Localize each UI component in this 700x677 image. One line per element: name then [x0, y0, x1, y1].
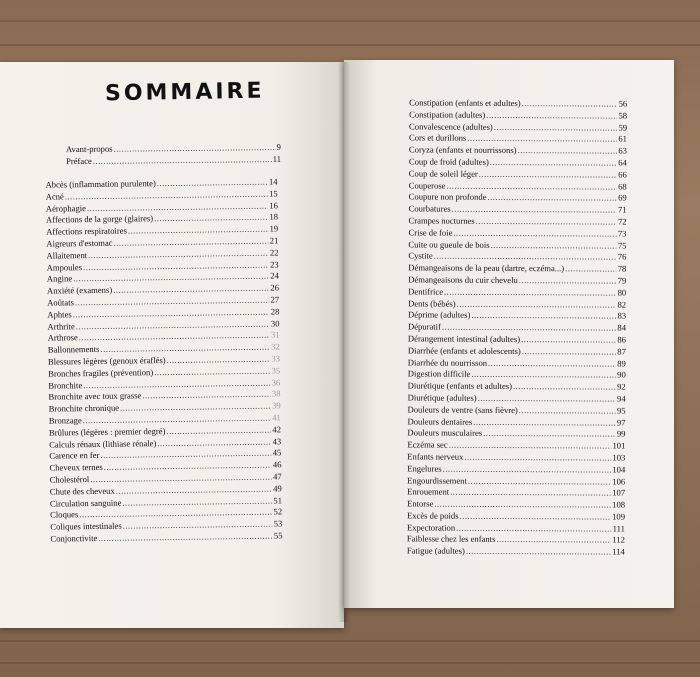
toc-entry-page: 61 [618, 133, 628, 144]
toc-entry-label: Préface [66, 155, 92, 166]
toc-entry-label: Aérophagie [45, 202, 87, 214]
toc-entry-page: 84 [617, 322, 627, 333]
toc-entry-page: 11 [272, 153, 282, 164]
toc-entry-label: Calculs rénaux (lithiase rénale) [49, 437, 157, 450]
toc-right-column [407, 97, 627, 558]
toc-entry-label: Affections respiratoires [46, 225, 127, 237]
toc-entry-label: Cholestérol [49, 473, 90, 485]
toc-leader-dots [443, 463, 612, 476]
toc-entry-page: 99 [616, 428, 626, 439]
toc-entry-page: 87 [617, 346, 626, 357]
toc-entry-page: 68 [618, 181, 627, 192]
toc-entry-page: 35 [271, 365, 281, 376]
toc-entry-label: Coup de soleil léger [408, 168, 478, 179]
toc-leader-dots [521, 334, 616, 346]
toc-entry-label: Circulation sanguine [49, 497, 122, 509]
toc-entry-label: Arthrose [47, 332, 78, 343]
toc-entry-label: Bronches fragiles (prévention) [48, 366, 154, 379]
toc-entry-label: Ballonnements [47, 344, 100, 355]
toc-entry-label: Affections de la gorge (glaires) [45, 213, 154, 226]
toc-entry [407, 546, 625, 559]
toc-entry-page: 26 [270, 282, 280, 293]
book-gutter [338, 62, 350, 622]
toc-entry-label: Acné [45, 191, 64, 202]
toc-entry-page: 21 [269, 235, 279, 246]
toc-entry-page: 109 [612, 511, 626, 522]
toc-entry-label: Diurétique (enfants et adultes) [407, 380, 513, 392]
toc-entry-page: 53 [273, 518, 283, 529]
toc-entry-page: 41 [272, 412, 281, 423]
toc-entry-page: 79 [617, 275, 627, 286]
toc-entry-label: Crampes nocturnes [408, 215, 475, 226]
toc-entry-page: 73 [617, 228, 627, 239]
toc-entry-page: 106 [612, 476, 626, 487]
toc-leader-dots [519, 405, 616, 417]
toc-entry-page: 111 [612, 523, 625, 534]
toc-leader-dots [452, 204, 617, 217]
toc-entry-label: Douleurs de ventre (sans fièvre) [407, 404, 518, 415]
toc-leader-dots [93, 154, 272, 168]
toc-entry-label: Engelures [407, 463, 442, 474]
toc-leader-dots [466, 546, 611, 559]
toc-entry-page: 104 [612, 464, 626, 475]
toc-leader-dots [490, 157, 618, 169]
toc-entry-label: Diurétique (adultes) [407, 392, 477, 403]
toc-entry-label: Eczéma sec [407, 439, 448, 450]
toc-entry-page: 32 [271, 341, 280, 352]
toc-leader-dots [468, 475, 611, 488]
toc-leader-dots [518, 145, 618, 157]
toc-leader-dots [453, 227, 617, 240]
toc-leader-dots [467, 133, 617, 146]
toc-entry-label: Diarrhée (enfants et adolescents) [407, 345, 521, 356]
toc-leader-dots [456, 522, 612, 535]
toc-leader-dots [449, 440, 612, 453]
toc-entry-label: Abcès (inflammation purulente) [45, 178, 156, 190]
toc-entry-page: 58 [618, 110, 628, 121]
toc-entry-page: 75 [617, 240, 627, 251]
toc-front-matter [66, 142, 281, 168]
toc-entry-label: Douleurs dentaires [407, 415, 473, 427]
toc-entry-page: 114 [612, 546, 625, 557]
toc-leader-dots [471, 310, 616, 323]
toc-entry-page: 90 [617, 369, 626, 380]
toc-entry-label: Aigreurs d'estomac [46, 237, 113, 249]
toc-entry-page: 14 [268, 176, 278, 187]
toc-entry-label: Cheveux ternes [49, 461, 103, 473]
toc-entry-label: Bronchite avec toux grasse [48, 390, 142, 402]
toc-leader-dots [491, 239, 617, 251]
wood-grain [0, 662, 700, 664]
toc-entry-page: 94 [617, 393, 626, 404]
toc-entry-page: 19 [269, 223, 279, 234]
toc-entry-page: 108 [612, 499, 626, 510]
toc-entry-label: Entorse [407, 498, 434, 509]
toc-entry-label: Dentifrice [408, 286, 444, 297]
toc-leader-dots [483, 428, 616, 440]
toc-entry-page: 107 [612, 487, 626, 498]
toc-entry-label: Constipation (adultes) [409, 109, 486, 120]
toc-entry-label: Bronzage [48, 415, 82, 426]
toc-entry-page: 64 [618, 157, 627, 168]
toc-entry-page: 36 [271, 376, 281, 388]
toc-entry-label: Anxiété (examens) [46, 284, 113, 296]
toc-entry-label: Allaitement [46, 249, 88, 261]
toc-entry-page: 56 [618, 98, 628, 109]
toc-entry-page: 71 [618, 204, 627, 215]
toc-entry-page: 101 [612, 440, 626, 451]
toc-entry-page: 24 [270, 270, 279, 281]
toc-entry-page: 45 [272, 447, 282, 458]
toc-entry-label: Dépuratif [407, 321, 441, 332]
toc-leader-dots [464, 452, 611, 465]
toc-entry-label: Démangeaisons de la peau (dartre, eczéma...) [408, 262, 565, 274]
toc-leader-dots [488, 357, 616, 369]
toc-entry-label: Diarrhée du nourrisson [407, 356, 488, 368]
wood-grain [0, 44, 700, 46]
toc-entry-label: Couperose [408, 180, 446, 191]
toc-entry-label: Aoûtats [47, 297, 74, 308]
toc-entry-label: Enfants nerveux [407, 451, 464, 462]
page-title: SOMMAIRE [104, 78, 265, 107]
toc-leader-dots [471, 369, 616, 382]
toc-entry-label: Démangeaisons du cuir chevelu [408, 274, 518, 285]
toc-entry-label: Engourdissement [407, 474, 467, 486]
toc-entry-label: Cystite [408, 250, 433, 261]
toc-entry-label: Excès de poids [406, 510, 459, 521]
toc-entry-label: Constipation (enfants et adultes) [409, 97, 521, 109]
toc-entry-label: Brûlures (légères : premier degré) [48, 425, 166, 438]
toc-entry-page: 52 [273, 506, 283, 517]
toc-entry-label: Déprime (adultes) [408, 309, 471, 321]
toc-entry-page: 27 [270, 294, 280, 305]
toc-entry-page: 95 [616, 405, 626, 416]
toc-entry-label: Faiblesse chez les enfants [406, 533, 496, 545]
toc-entry-label: Bronchite [48, 379, 83, 391]
toc-leader-dots [478, 393, 616, 406]
toc-entry-page: 39 [271, 400, 281, 411]
toc-entry-page: 22 [269, 247, 279, 258]
wood-grain [0, 20, 700, 22]
toc-entry-page: 46 [272, 459, 282, 470]
toc-leader-dots [434, 499, 611, 512]
toc-entry-page: 59 [618, 122, 628, 133]
toc-entry-label: Coryza (enfants et nourrissons) [408, 144, 517, 156]
toc-entry-page: 80 [617, 287, 627, 298]
toc-leader-dots [494, 121, 618, 133]
toc-entry-page: 83 [617, 310, 627, 321]
toc-entry-page: 97 [616, 417, 626, 428]
toc-entry-label: Bronchite chronique [48, 402, 120, 414]
toc-leader-dots [434, 251, 617, 264]
toc-leader-dots [446, 180, 617, 193]
toc-entry-label: Douleurs musculaires [407, 427, 483, 439]
toc-leader-dots [522, 98, 618, 110]
toc-entry-page: 30 [270, 317, 280, 329]
toc-entry-label: Arthrite [47, 320, 75, 332]
toc-leader-dots [457, 298, 617, 311]
toc-entry-label: Fatigue (adultes) [406, 545, 465, 557]
toc-leader-dots [98, 530, 273, 544]
toc-entry-page: 49 [273, 483, 282, 494]
toc-entry-page: 69 [618, 192, 627, 203]
toc-leader-dots [479, 169, 617, 182]
toc-leader-dots [450, 487, 611, 500]
toc-leader-dots [460, 511, 612, 524]
toc-leader-dots [522, 346, 617, 358]
toc-entry-label: Expectoration [406, 522, 456, 533]
toc-entry-label: Carence en fer [49, 450, 100, 461]
toc-entry-page: 92 [617, 381, 626, 392]
toc-entry-page: 76 [617, 251, 627, 262]
toc-entry-page: 103 [612, 452, 626, 463]
toc-leader-dots [486, 110, 617, 122]
toc-entry-label: Cors et durillons [408, 132, 467, 144]
toc-entry-label: Aphtes [47, 309, 72, 320]
toc-entry-page: 55 [273, 530, 283, 541]
toc-entry-page: 15 [269, 188, 278, 199]
toc-leader-dots [513, 381, 616, 393]
toc-entry-label: Coup de froid (adultes) [408, 156, 489, 167]
toc-entry-page: 16 [269, 199, 278, 211]
toc-entry-label: Ampoules [46, 261, 83, 273]
toc-entry-page: 63 [618, 145, 627, 156]
toc-leader-dots [565, 263, 617, 275]
toc-entry-page: 86 [617, 334, 626, 345]
toc-leader-dots [476, 216, 617, 229]
wood-grain [0, 640, 700, 642]
toc-entry-page: 33 [271, 353, 281, 364]
toc-entry-page: 89 [617, 358, 626, 369]
toc-entry-page: 31 [270, 329, 280, 340]
toc-entry-label: Angine [46, 273, 73, 285]
toc-entry-label: Blessures légères (genoux éraflés) [47, 354, 166, 367]
toc-leader-dots [496, 534, 611, 546]
toc-entry-label: Convalescence (adultes) [409, 121, 493, 132]
toc-entry-label: Cuite ou gueule de bois [408, 238, 490, 250]
toc-entry-label: Coupure non profonde [408, 191, 487, 203]
toc-leader-dots [519, 275, 617, 287]
toc-entry-page: 66 [618, 169, 627, 180]
toc-entry-page: 38 [271, 388, 281, 399]
toc-entry-label: Coliques intestinales [50, 520, 122, 532]
toc-entry-page: 43 [272, 435, 282, 447]
toc-leader-dots [473, 416, 616, 429]
toc-entry-label: Cloques [50, 509, 79, 520]
toc-leader-dots [487, 192, 617, 204]
toc-entry-page: 112 [612, 534, 625, 546]
toc-entry-label: Chute des cheveux [49, 485, 115, 497]
toc-entry-page: 78 [617, 263, 627, 274]
toc-entry-label: Dérangement intestinal (adultes) [407, 333, 521, 344]
toc-entry-label: Enrouement [407, 486, 450, 497]
toc-entry-page: 42 [272, 424, 282, 435]
toc-leader-dots [442, 322, 617, 335]
toc-entry-page: 47 [272, 471, 282, 482]
toc-entry [66, 154, 281, 168]
toc-entry-page: 51 [273, 494, 283, 506]
toc-entry-label: Conjonctivite [50, 532, 98, 544]
toc-entry-page: 23 [269, 258, 279, 270]
toc-entry-page: 9 [276, 141, 281, 152]
toc-leader-dots [444, 286, 617, 299]
toc-entry-label: Avant-propos [65, 143, 113, 155]
toc-entry-page: 18 [269, 211, 279, 222]
toc-entry-page: 82 [617, 299, 627, 310]
toc-entry-page: 28 [270, 306, 280, 317]
toc-left-column [45, 176, 282, 545]
toc-entry-label: Crise de foie [408, 227, 453, 238]
toc-entry-label: Digestion difficile [407, 368, 471, 380]
toc-entry-label: Dents (bébés) [408, 297, 456, 309]
toc-entry-page: 72 [617, 216, 627, 227]
toc-entry-label: Courbatures [408, 203, 451, 214]
